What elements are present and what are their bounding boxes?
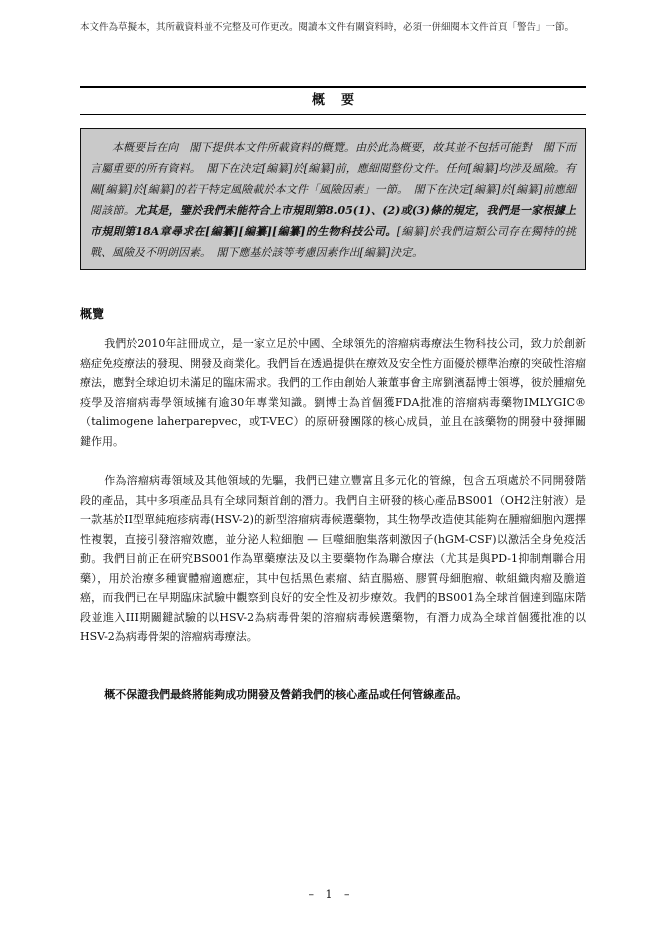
summary-notice-part-2: [編纂]於我們這類公司存在獨特的挑戰、風險及不明朗因素。 閣下應基於該等考慮因素作出[編纂]決定。 [90, 225, 576, 259]
draft-warning-header: 本文件為草擬本，其所載資料並不完整及可作更改。閱讀本文件有關資料時，必須一併細閱本文件首頁「警告」一節。 [80, 22, 575, 33]
page-title: 概要 [311, 93, 370, 108]
overview-paragraph-1: 我們於2010年註冊成立，是一家立足於中國、全球領先的溶瘤病毒療法生物科技公司，致力於創新癌症免疫療法的發現、開發及商業化。我們旨在透過提供在療效及安全性方面優於標準治療的突破性溶瘤療法，應對全球迫切未滿足的臨床需求。我們的工作由創始人兼董事會主席劉濱磊博士領導，彼於腫瘤免疫學及溶瘤病毒學領域擁有逾30年專業知識。劉博士為首個獲FDA批准的溶瘤病毒藥物IMLYGIC®（talimogene laherparepvec，或T-VEC）的原研發團隊的核心成員，並且在該藥物的開發中發揮關鍵作用。 [80, 337, 586, 448]
section-heading-overview: 概覽 [80, 307, 105, 321]
overview-paragraph-2: 作為溶瘤病毒領域及其他領域的先驅，我們已建立豐富且多元化的管線，包含五項處於不同開發階段的產品，其中多項產品具有全球同類首創的潛力。我們自主研發的核心產品BS001（OH2注射液）是一款基於II型單純疱疹病毒(HSV-2)的新型溶瘤病毒候選藥物，其生物學改造使其能夠在腫瘤細胞內選擇性複製，直接引發溶瘤效應，並分泌人粒細胞 — 巨噬細胞集落刺激因子(hGM-CSF)以激活全身免疫活動。我們目前正在研究BS001作為單藥療法及以主要藥物作為聯合療法（尤其是與PD-1抑制劑聯合用藥），用於治療多種實體瘤適應症，其中包括黑色素瘤、結直腸癌、膠質母細胞瘤、軟組織肉瘤及膽道癌，而我們已在早期臨床試驗中觀察到良好的安全性及初步療效。我們的BS001為全球首個達到臨床階段並進入III期關鍵試驗的以HSV-2為病毒骨架的溶瘤病毒候選藥物，有潛力成為全球首個獲批准的以HSV-2為病毒骨架的溶瘤病毒療法。 [80, 474, 586, 643]
summary-notice-text [90, 137, 576, 263]
title-top-rule [80, 86, 586, 88]
page-number: – 1 – [308, 888, 354, 901]
summary-notice-bold: 尤其是，鑒於我們未能符合上市規則第8.05(1)、(2)或(3)條的規定，我們是一家根據上市規則第18A章尋求在[編纂][編纂][編纂]的生物科技公司。 [90, 204, 576, 238]
summary-notice-part-1: 本概要旨在向 閣下提供本文件所載資料的概覽。由於此為概要，故其並不包括可能對 閣下而言屬重要的所有資料。 閣下在決定[編纂]於[編纂]前，應細閱整份文件。任何[編纂]均涉及風險。有關[編纂]於[編纂]的若干特定風險載於本文件「風險因素」一節。 閣下在決定[編纂]於[編纂]前應細閱該節。 [90, 141, 576, 217]
overview-disclaimer: 概不保證我們最終將能夠成功開發及營銷我們的核心產品或任何管線產品。 [104, 688, 468, 701]
summary-notice-box [80, 128, 586, 270]
title-bottom-rule [80, 114, 586, 115]
